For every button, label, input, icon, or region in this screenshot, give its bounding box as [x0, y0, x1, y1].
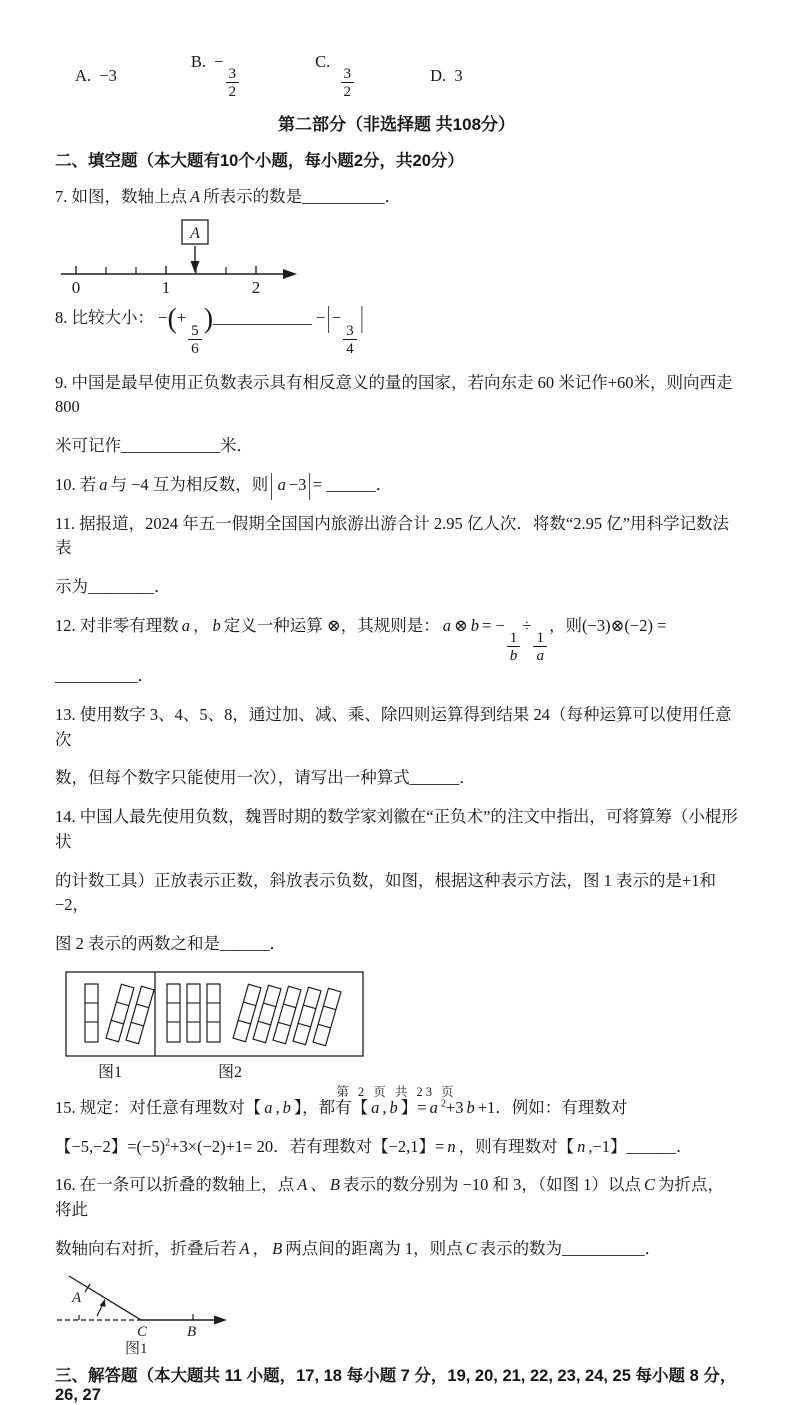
- text-run: −: [312, 308, 326, 328]
- math-variable: a: [99, 474, 108, 494]
- question-14-text-line1: [55, 805, 738, 855]
- text-run: 15. 规定：对任意有理数对【: [55, 1097, 262, 1117]
- numberline-graphic: [59, 218, 309, 296]
- text-run: ______: [626, 1136, 677, 1156]
- math-variable: b: [212, 615, 221, 635]
- text-run: 的计数工具）正放表示正数，斜放表示负数，如图，根据这种表示方法，图 1 表示的是+1和−2，: [55, 870, 717, 915]
- math-variable: n: [577, 1136, 586, 1156]
- question-10-text: [55, 466, 738, 501]
- text-run: 12. 对非零有理数: [55, 615, 179, 635]
- text-run: 所表示的数是: [203, 187, 303, 207]
- text-run: +1．例如：有理数对: [477, 1097, 628, 1117]
- fraction: $\frac{1}{b}$: [507, 629, 521, 664]
- tick-label-2: 2: [251, 278, 261, 298]
- paren: ): [203, 303, 214, 335]
- axis-arrowhead: [214, 1315, 227, 1324]
- text-run: ．: [676, 1136, 693, 1156]
- tick-label-0: 0: [71, 278, 81, 298]
- option-d: [430, 66, 463, 86]
- text-run: 示为: [55, 577, 88, 596]
- question-11-text-line1: [55, 512, 738, 562]
- text-run: ，: [193, 615, 210, 635]
- math-variable: b: [389, 1097, 398, 1117]
- point-a-arrowhead: [191, 261, 200, 273]
- text-run: __________: [562, 1238, 645, 1258]
- text-run: 8. 比较大小： −: [55, 308, 168, 328]
- point-c-label: C: [137, 1323, 148, 1340]
- text-run: 表示的数为: [479, 1238, 563, 1258]
- option-c: [315, 52, 356, 100]
- question-9-text-line2: [55, 434, 738, 459]
- math-variable: a: [264, 1097, 273, 1117]
- math-variable: a: [371, 1097, 380, 1117]
- page-footer: 第 2 页 共 23 页: [336, 1085, 457, 1099]
- text-run: ______: [220, 934, 270, 954]
- text-run: 7. 如图，数轴上点: [55, 187, 187, 207]
- text-run: ．: [459, 768, 476, 788]
- math-variable: B: [329, 1175, 340, 1195]
- text-run: A. −3: [75, 66, 117, 86]
- math-variable: a: [277, 474, 286, 494]
- math-variable: C: [644, 1175, 656, 1195]
- question-options-row: [55, 52, 738, 100]
- counting-rods-graphic: [65, 971, 365, 1057]
- math-variable: b: [466, 1097, 475, 1117]
- fold-figure-label: 图1: [125, 1340, 148, 1357]
- abs-bar: |: [326, 299, 331, 335]
- answer-section-header: 三、解答题（本大题共 11 小题，17, 18 每小题 7 分，19, 20, 21, 22, 23, 24, 25 每小题 8 分，26, 27: [55, 1366, 737, 1404]
- question-14-text-line2: [55, 869, 738, 919]
- text-run: ____________: [213, 308, 313, 328]
- math-variable: a: [181, 615, 190, 635]
- option-b: [191, 52, 241, 100]
- text-run: B. −: [190, 52, 224, 71]
- text-run: 定义一种运算 ⊗，其规则是：: [223, 615, 440, 635]
- text-run: ,−1】: [588, 1136, 627, 1156]
- question-12-text: [55, 614, 738, 689]
- slanted-rod: [293, 987, 321, 1044]
- text-run: 14. 中国人最先使用负数，魏晋时期的数学家刘徽在“正负术”的注文中指出，可将算筹（小棍形状: [55, 807, 738, 851]
- question-11-text-line2: [55, 575, 738, 600]
- fraction: $\frac{1}{a}$: [533, 629, 547, 664]
- abs-bar: |: [307, 466, 312, 501]
- question-8-text: [55, 299, 738, 357]
- text-run: 、: [310, 1175, 327, 1195]
- text-run: +3: [445, 1097, 464, 1117]
- text-run: __________: [55, 666, 138, 686]
- slanted-rod: [273, 986, 301, 1043]
- math-variable: A: [297, 1175, 308, 1195]
- text-run: 【−5,−2】=(−5): [55, 1136, 166, 1156]
- text-run: 米．: [220, 436, 253, 455]
- question-13-text-line2: [55, 766, 738, 791]
- upright-rod: [167, 984, 180, 1042]
- numberline-arrowhead: [283, 269, 297, 279]
- text-run: (−3)⊗(−2) =: [582, 615, 671, 635]
- text-run: 16. 在一条可以折叠的数轴上，点: [55, 1175, 295, 1195]
- text-run: ______: [409, 768, 460, 788]
- abs-bar: |: [269, 466, 274, 501]
- question-16-text-line2: [55, 1237, 738, 1262]
- text-run: ．: [644, 1238, 662, 1258]
- math-variable: n: [447, 1136, 456, 1156]
- text-run: ________: [88, 577, 154, 596]
- math-variable: a: [429, 1097, 438, 1117]
- option-a: [75, 66, 117, 86]
- text-run: 10. 若: [55, 474, 97, 494]
- text-run: = −: [482, 615, 505, 635]
- math-variable: b: [470, 615, 480, 635]
- text-run: −3: [288, 474, 307, 494]
- text-run: C.: [315, 52, 339, 71]
- rod-figure-labels: [65, 1059, 365, 1082]
- point-b-label: B: [187, 1323, 197, 1340]
- math-variable: B: [272, 1238, 283, 1258]
- fraction: $\frac{3}{2}$: [341, 65, 355, 100]
- point-a-label: A: [72, 1289, 82, 1306]
- fraction: $\frac{3}{2}$: [226, 65, 240, 100]
- fold-arrowhead: [100, 1299, 106, 1307]
- text-run: ,: [382, 1097, 387, 1117]
- slanted-rod: [313, 988, 341, 1045]
- section-2-title: 第二部分（非选择题 共108分）: [277, 115, 516, 135]
- slanted-rod: [106, 984, 134, 1041]
- text-run: 】，都有【: [293, 1097, 369, 1117]
- text-run: 数轴向右对折，折叠后若: [55, 1238, 237, 1258]
- text-run: ______: [326, 474, 376, 494]
- text-run: ．: [137, 666, 154, 686]
- math-variable: a: [442, 615, 451, 635]
- question-13-text-line1: [55, 703, 738, 753]
- text-run: 11. 据报道，2024 年五一假期全国国内旅游出游合计 2.95 亿人次．将数“2.95 亿”用科学记数法表: [55, 513, 730, 558]
- text-run: 两点间的距离为 1，则点: [285, 1238, 463, 1258]
- math-variable: b: [282, 1097, 291, 1117]
- superscript: 2: [165, 1137, 171, 1149]
- text-run: D. 3: [430, 66, 463, 86]
- question-14-text-line3: [55, 932, 738, 957]
- upright-rod: [207, 984, 220, 1042]
- text-run: ，则: [549, 615, 583, 635]
- text-run: 与 −4 互为相反数，则: [110, 474, 269, 494]
- text-run: 9. 中国是最早使用正负数表示具有相反意义的量的国家，若向东走 60 米记作+60米，则向西走 800: [55, 372, 737, 417]
- abs-bar: |: [360, 299, 364, 335]
- upright-rod: [187, 984, 200, 1042]
- text-run: 13. 使用数字 3、4、5、8，通过加、减、乘、除四则运算得到结果 24（每种运算可以使用任意次: [55, 704, 732, 749]
- question-16-fold-figure: [55, 1272, 738, 1356]
- text-run: =: [312, 474, 327, 494]
- point-a-label: A: [190, 225, 200, 243]
- question-9-text-line1: [55, 371, 738, 421]
- fraction: $\frac{5}{6}$: [188, 322, 202, 357]
- slanted-rod: [126, 986, 154, 1043]
- tick-label-1: 1: [161, 278, 171, 298]
- question-16-text-line1: [55, 1173, 738, 1223]
- paren: (: [167, 303, 177, 335]
- text-run: ÷: [522, 615, 532, 635]
- slanted-rod: [233, 984, 261, 1041]
- text-run: −: [331, 308, 342, 328]
- text-run: ，则有理数对【: [458, 1136, 575, 1156]
- text-run: 图 2 表示的两数之和是: [55, 934, 220, 954]
- text-run: ．: [384, 187, 402, 207]
- fold-numberline-graphic: [55, 1272, 235, 1356]
- question-7-numberline-figure: [59, 218, 738, 296]
- question-15-text-line2: [55, 1135, 738, 1160]
- question-7-text: [55, 185, 738, 210]
- text-run: __________: [302, 187, 385, 207]
- text-run: ____________: [121, 436, 220, 455]
- text-run: 表示的数分别为 −10 和 3，（如图 1）以点: [342, 1175, 641, 1195]
- text-run: +: [176, 308, 187, 328]
- math-variable: C: [465, 1238, 477, 1258]
- text-run: +3×(−2)+1= 20．若有理数对【−2,1】=: [170, 1136, 445, 1156]
- fill-in-section-header: 二、填空题（本大题有10个小题，每小题2分，共20分）: [55, 152, 464, 171]
- fraction: $\frac{3}{4}$: [343, 322, 357, 357]
- upright-rod: [85, 984, 98, 1042]
- text-run: 为折点，将此: [55, 1175, 725, 1220]
- figure-1-label: 图1: [97, 1063, 122, 1081]
- math-variable: A: [239, 1238, 250, 1258]
- question-14-counting-rods-figure: [65, 971, 738, 1057]
- text-run: 米可记作: [55, 436, 121, 455]
- superscript: 2: [440, 1098, 446, 1110]
- text-run: ．: [269, 934, 286, 954]
- text-run: ,: [275, 1097, 280, 1117]
- text-run: ．: [154, 577, 171, 596]
- text-run: 数，但每个数字只能使用一次），请写出一种算式: [55, 768, 410, 788]
- text-run: 】=: [400, 1097, 427, 1117]
- text-run: ⊗: [453, 615, 468, 635]
- slanted-rod: [253, 985, 281, 1042]
- text-run: ．: [375, 474, 393, 494]
- math-variable: A: [190, 187, 201, 207]
- text-run: ，: [252, 1238, 270, 1258]
- figure-2-label: 图2: [217, 1063, 242, 1081]
